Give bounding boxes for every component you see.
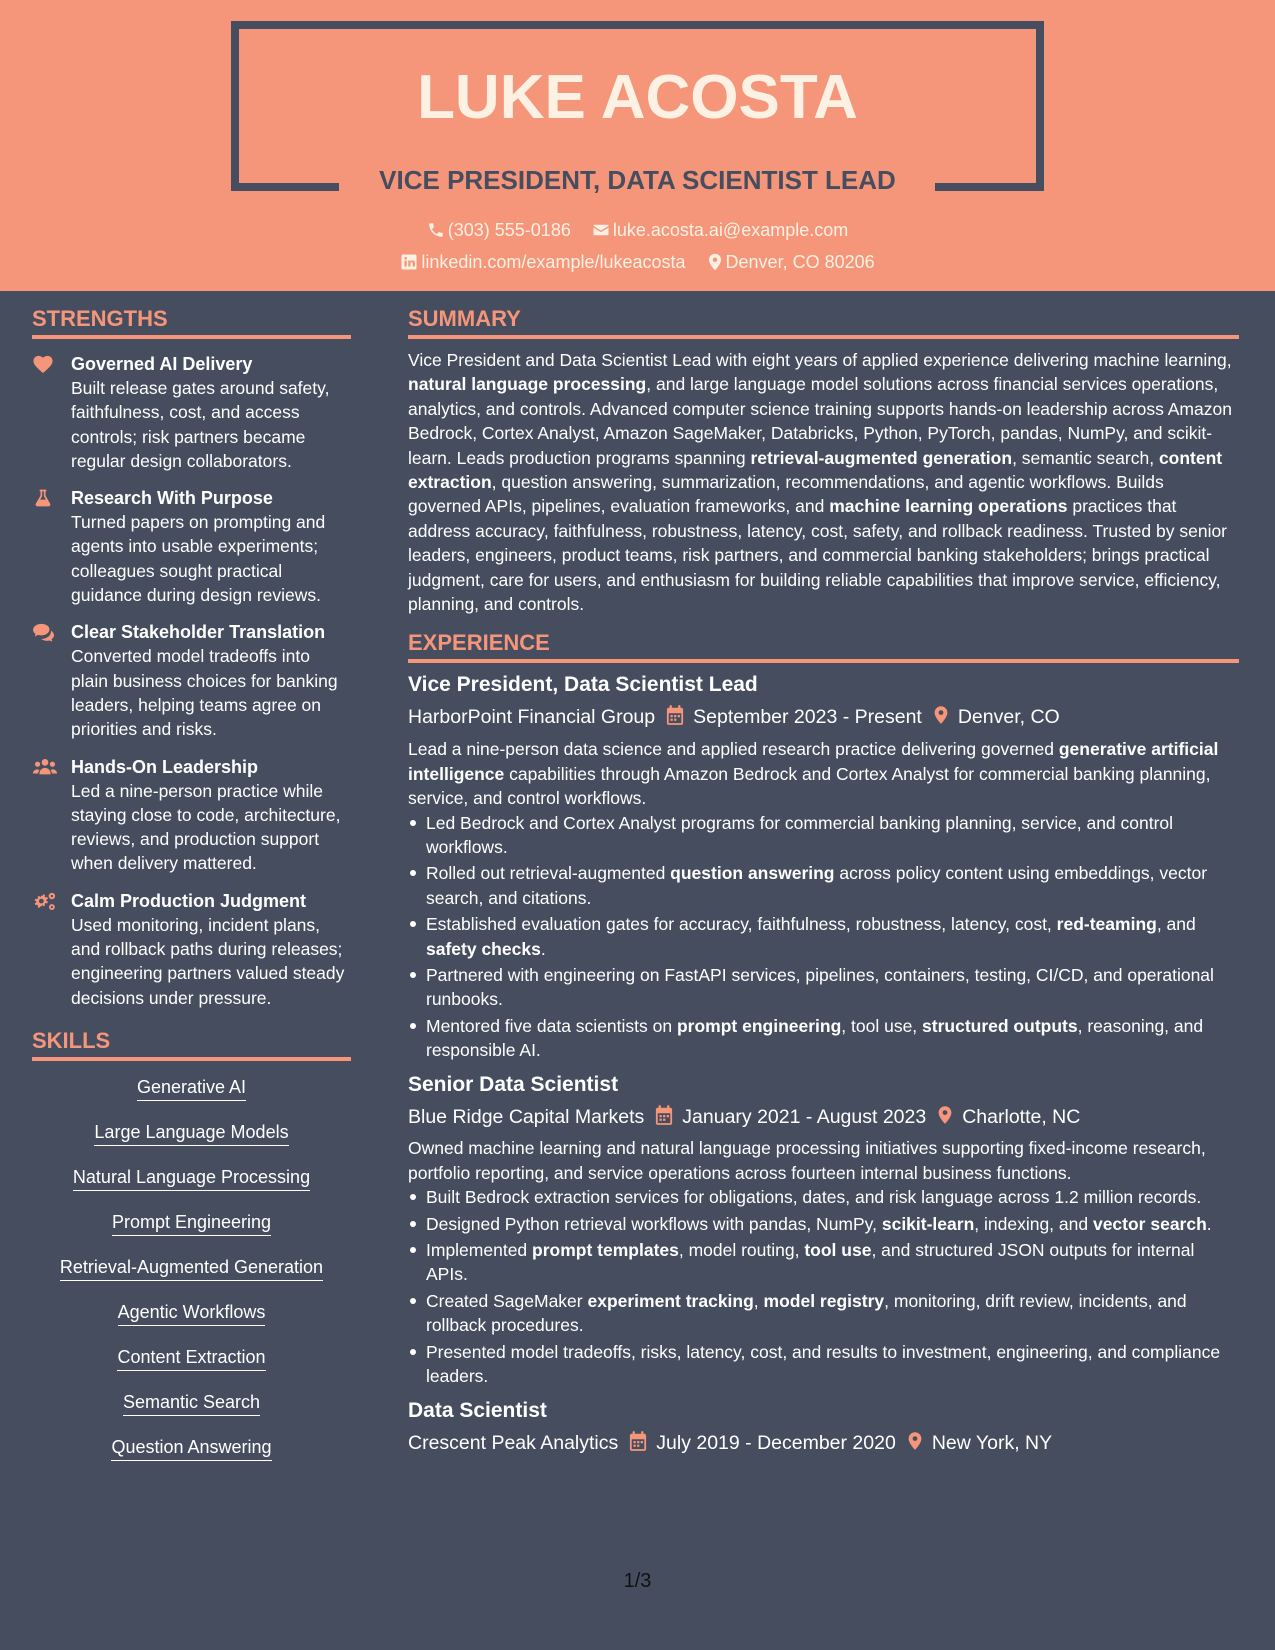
jobs-list <box>408 671 1239 1457</box>
linkedin-icon <box>400 253 418 271</box>
bold-keyword: structured outputs <box>922 1015 1078 1036</box>
skill-tag: Prompt Engineering <box>112 1210 271 1236</box>
text-run: , semantic search, <box>1012 447 1159 468</box>
candidate-name: LUKE ACOSTA <box>417 63 858 132</box>
summary-heading: SUMMARY <box>408 306 1239 339</box>
strength-description: Built release gates around safety, faithfulness, cost, and access controls; risk partners became regular design collaborators. <box>71 378 330 471</box>
job-meta <box>408 701 1239 732</box>
map-marker-icon <box>933 705 949 725</box>
text-run: Built Bedrock extraction services for obligations, dates, and risk language across 1.2 million records. <box>426 1187 1202 1208</box>
job-bullets <box>408 811 1239 1063</box>
strength-title: Hands-On Leadership <box>71 756 259 777</box>
job-bullet <box>408 1014 1239 1063</box>
skill-tag: Content Extraction <box>117 1345 265 1371</box>
text-run: , and structured JSON outputs for internal APIs. <box>426 1240 1195 1285</box>
text-run: , reasoning, and responsible AI. <box>426 1015 1204 1061</box>
text-run: Created SageMaker <box>426 1290 588 1311</box>
phone-icon <box>427 221 445 239</box>
location-text: Denver, CO 80206 <box>725 252 875 272</box>
bold-keyword: tool use <box>804 1240 872 1261</box>
flask-icon <box>32 488 56 508</box>
text-run: Rolled out retrieval-augmented <box>426 863 671 884</box>
contact-row-2 <box>0 252 1275 273</box>
right-column <box>408 306 1239 1457</box>
job-bullet <box>408 1340 1239 1389</box>
job-title: Senior Data Scientist <box>408 1072 619 1096</box>
strength-title: Governed AI Delivery <box>71 354 253 374</box>
text-run: Presented model tradeoffs, risks, latency, cost, and results to investment, engineering, and compliance leaders. <box>426 1341 1221 1387</box>
text-run: across policy content using embeddings, vector search, and citations. <box>426 863 1208 908</box>
strengths-heading: STRENGTHS <box>32 306 351 339</box>
bold-keyword: retrieval-augmented generation <box>750 447 1013 468</box>
text-run: capabilities through Amazon Bedrock and Cortex Analyst for commercial banking planning, service, and control workflows. <box>408 763 1211 809</box>
resume-header <box>0 0 1275 291</box>
job-dates: September 2023 - Present <box>693 706 922 729</box>
job-meta <box>408 1101 1239 1132</box>
job-company: Blue Ridge Capital Markets <box>408 1105 645 1128</box>
job-title: Vice President, Data Scientist Lead <box>408 673 758 697</box>
job-bullet <box>408 912 1239 961</box>
users-icon <box>32 757 56 777</box>
skill-tag: Question Answering <box>111 1435 271 1461</box>
text-run: Vice President and Data Scientist Lead with eight years of applied experience delivering machine learning, <box>408 350 1232 370</box>
calendar-icon <box>655 1105 673 1125</box>
skill-tag: Retrieval-Augmented Generation <box>60 1255 323 1281</box>
text-run: , and large language model solutions across financial services operations, analytics, and controls. Advanced computer science training supports hands-on leadership across Amazon Bedrock, Cortex Analyst, Amazon SageMaker, Databricks, Python, PyTorch, pandas, NumPy, and scikit-learn. Leads production programs spanning <box>408 374 1232 468</box>
job-bullet <box>408 1185 1239 1209</box>
bold-keyword: generative artificial intelligence <box>408 739 1219 784</box>
job-company: Crescent Peak Analytics <box>408 1431 619 1454</box>
skill-tag: Agentic Workflows <box>118 1300 266 1326</box>
job-description <box>408 1136 1239 1185</box>
text-run: Lead a nine-person data science and applied research practice delivering governed <box>408 739 1059 760</box>
bold-keyword: question answering <box>670 863 835 884</box>
skill-tag: Generative AI <box>137 1075 246 1101</box>
skill-tag: Semantic Search <box>123 1390 260 1416</box>
bold-keyword: vector search <box>1092 1213 1207 1234</box>
job-bullet <box>408 963 1239 1012</box>
strength-item <box>32 486 351 607</box>
phone-text: (303) 555-0186 <box>447 220 571 240</box>
strength-description: Led a nine-person practice while staying close to code, architecture, reviews, and production support when delivery mattered. <box>71 780 341 874</box>
text-run: , and <box>1156 914 1196 935</box>
job-bullet <box>408 1212 1239 1236</box>
bold-keyword: natural language processing <box>408 374 647 395</box>
text-run: . <box>540 938 546 959</box>
skills-heading: SKILLS <box>32 1028 351 1061</box>
skills-list <box>32 1075 351 1480</box>
text-run: practices that address accuracy, faithfulness, robustness, latency, cost, safety, and rollback readiness. Trusted by senior leaders, engineers, product teams, risk partners, and commercial banking stakeholders; brings practical judgment, care for users, and enthusiasm for building reliable capabilities that improve service, efficiency, planning, and controls. <box>408 496 1228 615</box>
job-location: New York, NY <box>931 1431 1053 1454</box>
job-company: HarborPoint Financial Group <box>408 706 656 729</box>
bold-keyword: safety checks <box>426 938 541 959</box>
bold-keyword: model registry <box>763 1290 885 1311</box>
text-run: Partnered with engineering on FastAPI services, pipelines, containers, testing, CI/CD, and operational runbooks. <box>426 964 1214 1010</box>
location-contact <box>707 252 875 273</box>
strength-description: Converted model tradeoffs into plain business choices for banking leaders, helping teams agree on priorities and risks. <box>71 646 338 740</box>
strength-title: Clear Stakeholder Translation <box>71 622 326 643</box>
job-entry <box>408 1397 1239 1458</box>
map-marker-icon <box>907 1431 923 1451</box>
job-location: Denver, CO <box>957 706 1060 729</box>
bold-keyword: content extraction <box>408 447 1223 493</box>
job-bullets <box>408 1185 1239 1388</box>
text-run: Established evaluation gates for accuracy, faithfulness, robustness, latency, cost, <box>426 914 1057 935</box>
job-entry <box>408 671 1239 1062</box>
phone-contact <box>427 220 571 241</box>
contact-row-1 <box>0 220 1275 241</box>
calendar-icon <box>629 1431 647 1451</box>
strength-item <box>32 889 351 1010</box>
bold-keyword: experiment tracking <box>587 1290 754 1311</box>
strength-description: Used monitoring, incident plans, and rollback paths during releases; engineering partners valued steady decisions under pressure. <box>71 914 345 1008</box>
bold-keyword: prompt engineering <box>676 1015 842 1036</box>
map-marker-icon <box>937 1105 953 1125</box>
page-number: 1/3 <box>623 1570 652 1592</box>
strength-description: Turned papers on prompting and agents into usable experiments; colleagues sought practical guidance during design reviews. <box>71 512 326 606</box>
heart-icon <box>32 354 56 374</box>
text-run: , <box>753 1290 764 1311</box>
job-dates: January 2021 - August 2023 <box>682 1105 927 1128</box>
text-run: , model routing, <box>678 1240 805 1261</box>
left-column <box>32 306 351 1480</box>
text-run: Owned machine learning and natural language processing initiatives supporting fixed-income research, portfolio reporting, and service operations across fourteen internal business functions. <box>408 1138 1206 1183</box>
calendar-icon <box>666 705 684 725</box>
strengths-list <box>32 352 351 1010</box>
text-run: , indexing, and <box>974 1213 1093 1234</box>
map-marker-icon <box>707 253 723 271</box>
envelope-icon <box>592 221 610 239</box>
bold-keyword: prompt templates <box>532 1240 679 1261</box>
job-bullet <box>408 1289 1239 1338</box>
job-location: Charlotte, NC <box>962 1105 1081 1128</box>
strength-item <box>32 352 351 473</box>
cogs-icon <box>32 891 56 911</box>
job-meta <box>408 1427 1239 1458</box>
strength-item <box>32 755 351 876</box>
email-contact[interactable] <box>592 220 848 241</box>
text-run: , monitoring, drift review, incidents, and rollback procedures. <box>426 1290 1187 1336</box>
text-run: Mentored five data scientists on <box>426 1015 677 1036</box>
job-title: Data Scientist <box>408 1398 547 1422</box>
job-entry <box>408 1071 1239 1389</box>
skill-tag: Natural Language Processing <box>73 1165 310 1191</box>
text-run: . <box>1206 1213 1212 1234</box>
text-run: , question answering, summarization, recommendations, and agentic workflows. Builds governed APIs, pipelines, evaluation frameworks, and <box>408 472 1164 517</box>
job-description <box>408 737 1239 810</box>
email-text: luke.acosta.ai@example.com <box>612 220 849 240</box>
text-run: Implemented <box>426 1240 533 1261</box>
strength-title: Research With Purpose <box>71 488 273 509</box>
job-dates: July 2019 - December 2020 <box>656 1431 896 1454</box>
job-bullet <box>408 861 1239 910</box>
bold-keyword: scikit-learn <box>881 1213 975 1234</box>
strength-title: Calm Production Judgment <box>71 890 307 911</box>
comments-icon <box>32 622 56 642</box>
job-bullet <box>408 1238 1239 1287</box>
text-run: , tool use, <box>841 1015 923 1036</box>
linkedin-text: linkedin.com/example/lukeacosta <box>421 252 686 272</box>
bold-keyword: machine learning operations <box>829 496 1068 517</box>
candidate-title: VICE PRESIDENT, DATA SCIENTIST LEAD <box>379 165 896 195</box>
job-bullet <box>408 811 1239 860</box>
text-run: Led Bedrock and Cortex Analyst programs for commercial banking planning, service, and control workflows. <box>426 812 1174 857</box>
summary-text <box>408 348 1239 616</box>
bold-keyword: red-teaming <box>1056 914 1157 935</box>
strength-item <box>32 620 351 741</box>
linkedin-contact[interactable] <box>400 252 685 273</box>
text-run: Designed Python retrieval workflows with pandas, NumPy, <box>426 1213 882 1234</box>
experience-heading: EXPERIENCE <box>408 630 1239 663</box>
skill-tag: Large Language Models <box>94 1120 288 1146</box>
